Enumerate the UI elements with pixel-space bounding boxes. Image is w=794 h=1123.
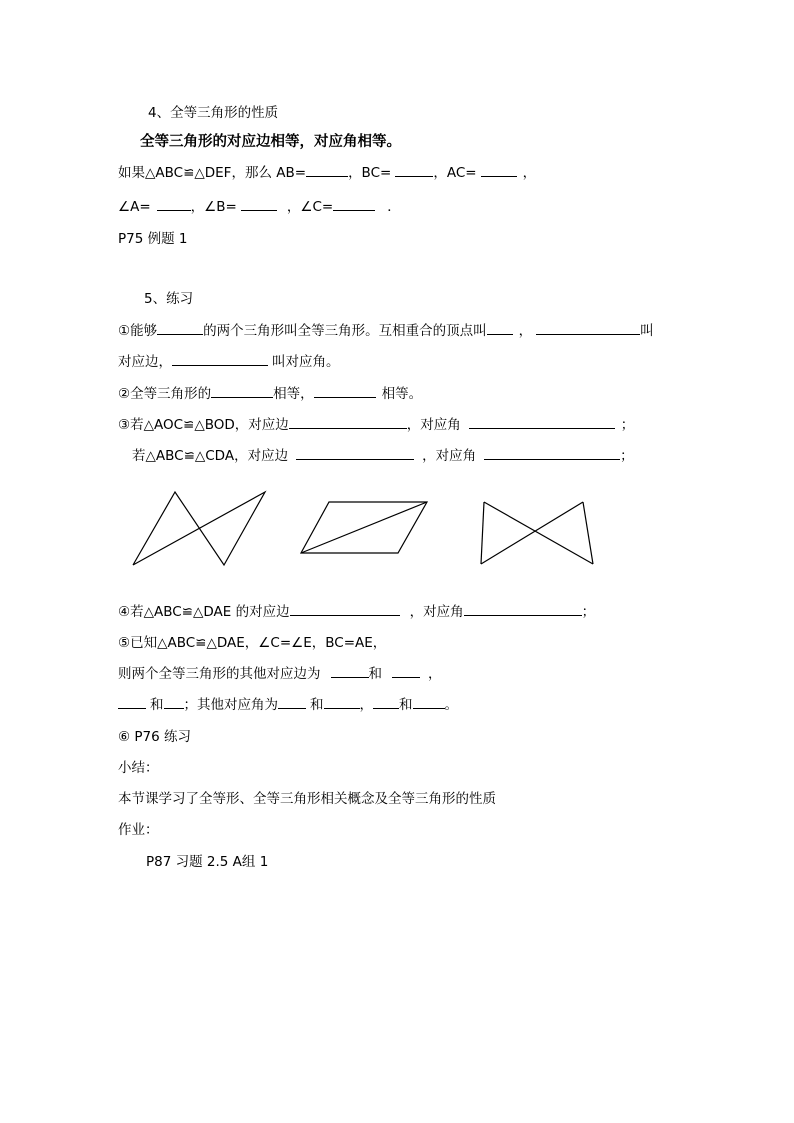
q5-text-and1: 和 bbox=[150, 697, 164, 713]
blank-q5-8[interactable] bbox=[413, 696, 445, 709]
blank-q5-7[interactable] bbox=[373, 696, 399, 709]
blank-q5-6[interactable] bbox=[324, 696, 360, 709]
q5-text-c: 和 bbox=[368, 666, 382, 682]
given-end: ， bbox=[522, 165, 537, 181]
q1-text-e: 对应边， bbox=[118, 354, 172, 370]
q3b-end: ； bbox=[620, 448, 634, 464]
blank-q5-4[interactable] bbox=[164, 696, 184, 709]
question-5-line2 bbox=[118, 665, 442, 683]
q1-text-f: 叫对应角。 bbox=[272, 354, 340, 370]
q3-text-b: ，对应角 bbox=[406, 417, 461, 433]
q2-text-b: 相等， bbox=[273, 386, 314, 402]
parallelogram-diagonal-figure bbox=[301, 502, 427, 553]
q5-text-g: ， bbox=[359, 697, 373, 713]
question-5-line3 bbox=[118, 696, 458, 714]
given-prefix: 如果△ABC≌△DEF，那么 AB= bbox=[118, 165, 307, 181]
q5-text-i: 。 bbox=[444, 697, 458, 713]
blank-q4-2[interactable] bbox=[464, 603, 582, 616]
homework-label: 作业： bbox=[118, 822, 159, 838]
q1-text-d: 叫 bbox=[640, 323, 654, 339]
q3-end: ； bbox=[620, 417, 635, 433]
bowtie-triangles-figure bbox=[133, 492, 265, 565]
q3b-text-b: ，对应角 bbox=[422, 448, 477, 464]
blank-q5-1[interactable] bbox=[331, 665, 369, 678]
q1-text-a: ①能够 bbox=[118, 323, 158, 339]
q3b-text-a: 若△ABC≌△CDA，对应边 bbox=[132, 448, 289, 464]
q1-text-b: 的两个三角形叫全等三角形。互相重合的顶点叫 bbox=[203, 323, 487, 339]
angle-c: ，∠C= bbox=[286, 199, 334, 215]
homework-text: P87 习题 2.5 A组 1 bbox=[146, 854, 269, 870]
summary-text: 本节课学习了全等形、全等三角形相关概念及全等三角形的性质 bbox=[118, 791, 496, 807]
q5-text-f: 和 bbox=[310, 697, 324, 713]
q1-text-c: ， bbox=[518, 323, 533, 339]
given-ac: ，AC= bbox=[433, 165, 477, 181]
example-ref: P75 例题 1 bbox=[118, 231, 188, 247]
q5-text-e: ；其他对应角为 bbox=[183, 697, 278, 713]
q2-text-a: ②全等三角形的 bbox=[118, 386, 212, 402]
question-5-line1: ⑤已知△ABC≌△DAE，∠C=∠E，BC=AE， bbox=[118, 635, 387, 651]
summary-label: 小结： bbox=[118, 760, 159, 776]
blank-q5-3[interactable] bbox=[118, 696, 146, 709]
q5-text-b: 则两个全等三角形的其他对应边为 bbox=[118, 666, 321, 682]
question-4 bbox=[118, 603, 595, 621]
question-6: ⑥ P76 练习 bbox=[118, 729, 192, 745]
property-statement: 全等三角形的对应边相等，对应角相等。 bbox=[140, 134, 401, 150]
q5-text-d: ， bbox=[428, 666, 442, 682]
blank-q4-1[interactable] bbox=[290, 603, 400, 616]
given-bc: ，BC= bbox=[348, 165, 392, 181]
q5-text-h: 和 bbox=[399, 697, 413, 713]
q3-text-a: ③若△AOC≌△BOD，对应边 bbox=[118, 417, 289, 433]
section4-heading: 4、全等三角形的性质 bbox=[148, 105, 279, 121]
blank-q5-5[interactable] bbox=[278, 696, 306, 709]
angle-b: ，∠B= bbox=[190, 199, 237, 215]
angle-end: ． bbox=[387, 199, 401, 215]
hourglass-figure bbox=[481, 502, 593, 564]
q2-text-c: 相等。 bbox=[381, 386, 423, 402]
q4-text-b: ，对应角 bbox=[409, 604, 464, 620]
q4-end: ； bbox=[581, 604, 596, 620]
q4-text-a: ④若△ABC≌△DAE 的对应边 bbox=[118, 604, 290, 620]
blank-q5-2[interactable] bbox=[392, 665, 420, 678]
section5-heading: 5、练习 bbox=[144, 291, 194, 307]
angle-a: ∠A= bbox=[118, 199, 151, 215]
